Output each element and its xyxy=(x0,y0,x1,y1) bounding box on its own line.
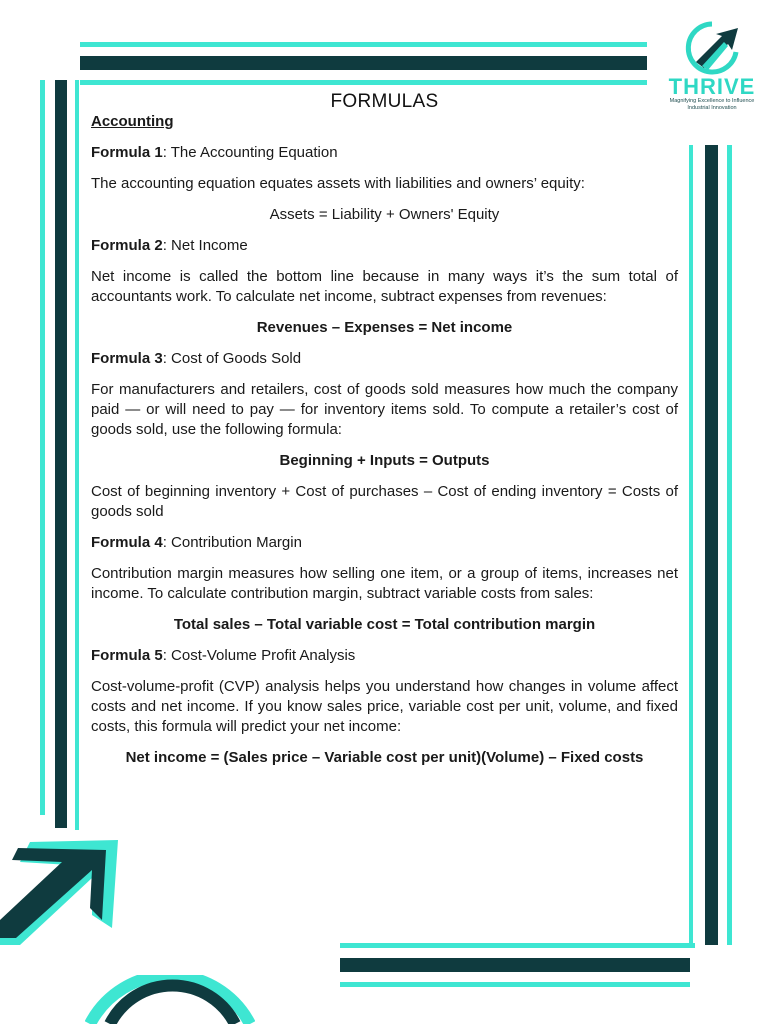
formula-heading: Formula 3: Cost of Goods Sold xyxy=(91,350,302,367)
left-dark-bar xyxy=(55,80,67,828)
logo-name: THRIVE xyxy=(668,74,756,99)
formula-equation: Beginning + Inputs = Outputs xyxy=(279,452,490,469)
formula-heading: Formula 2: Net Income xyxy=(91,237,248,254)
top-dark-bar xyxy=(80,56,647,70)
bottom-teal-bar xyxy=(340,943,695,948)
formula-name: Cost of Goods Sold xyxy=(171,350,302,367)
section-heading: Accounting xyxy=(91,113,174,130)
formula-label: Formula 5 xyxy=(91,647,163,664)
left-teal-inner-bar xyxy=(75,80,79,830)
formula-equation: Total sales – Total variable cost = Total contribution margin xyxy=(173,616,596,633)
formula-description: Net income is called the bottom line because in many ways it’s the sum total of accountants work. To calculate net income, subtract expenses from revenues: xyxy=(91,268,678,305)
right-dark-bar xyxy=(705,145,718,945)
logo-tagline-line2: Industrial Innovation xyxy=(687,105,737,111)
page-title: FORMULAS xyxy=(330,91,439,112)
formula-equation: Net income = (Sales price – Variable cost per unit)(Volume) – Fixed costs xyxy=(125,749,644,766)
formula-label: Formula 4 xyxy=(91,534,163,551)
arrow-decoration-icon xyxy=(0,820,140,945)
top-teal-bar xyxy=(80,42,647,47)
formula-equation: Revenues – Expenses = Net income xyxy=(256,319,513,336)
formula-heading: Formula 1: The Accounting Equation xyxy=(91,144,338,161)
bottom-teal-thin-bar xyxy=(340,982,690,987)
document-body xyxy=(91,92,678,779)
right-teal-bar xyxy=(727,145,732,945)
formula-name: Net Income xyxy=(171,237,248,254)
formula-equation: Assets = Liability + Owners' Equity xyxy=(269,206,500,223)
formula-description: The accounting equation equates assets with liabilities and owners’ equity: xyxy=(91,175,585,192)
formula-heading: Formula 5: Cost-Volume Profit Analysis xyxy=(91,647,356,664)
formula-name: Cost-Volume Profit Analysis xyxy=(171,647,356,664)
arrow-circle-logo-icon xyxy=(682,20,742,76)
formula-extra: Cost of beginning inventory + Cost of purchases – Cost of ending inventory = Costs of goods sold xyxy=(91,483,678,520)
right-teal-inner-bar xyxy=(689,145,693,945)
thrive-logo xyxy=(667,20,757,112)
formula-name: Contribution Margin xyxy=(171,534,302,551)
formula-name: The Accounting Equation xyxy=(170,144,338,161)
formula-description: Cost-volume-profit (CVP) analysis helps you understand how changes in volume affect costs and net income. If you know sales price, variable cost per unit, volume, and fixed costs, this formula will predict your net income: xyxy=(91,678,678,735)
left-teal-bar xyxy=(40,80,45,815)
formula-label: Formula 3 xyxy=(91,350,163,367)
formula-description: Contribution margin measures how selling one item, or a group of items, increases net income. To calculate contribution margin, subtract variable costs from sales: xyxy=(91,565,678,602)
formula-description: For manufacturers and retailers, cost of goods sold measures how much the company paid — or will need to pay — for inventory items sold. To compute a retailer’s cost of goods sold, use the following formula: xyxy=(91,381,678,438)
formula-label: Formula 2 xyxy=(91,237,163,254)
formula-heading: Formula 4: Contribution Margin xyxy=(91,534,302,551)
top-teal-thin-bar xyxy=(80,80,647,85)
formula-label: Formula 1 xyxy=(91,144,163,161)
arc-decoration-icon xyxy=(85,975,255,1024)
bottom-dark-bar xyxy=(340,958,690,972)
logo-tagline-line1: Magnifying Excellence to Influence xyxy=(669,98,755,104)
